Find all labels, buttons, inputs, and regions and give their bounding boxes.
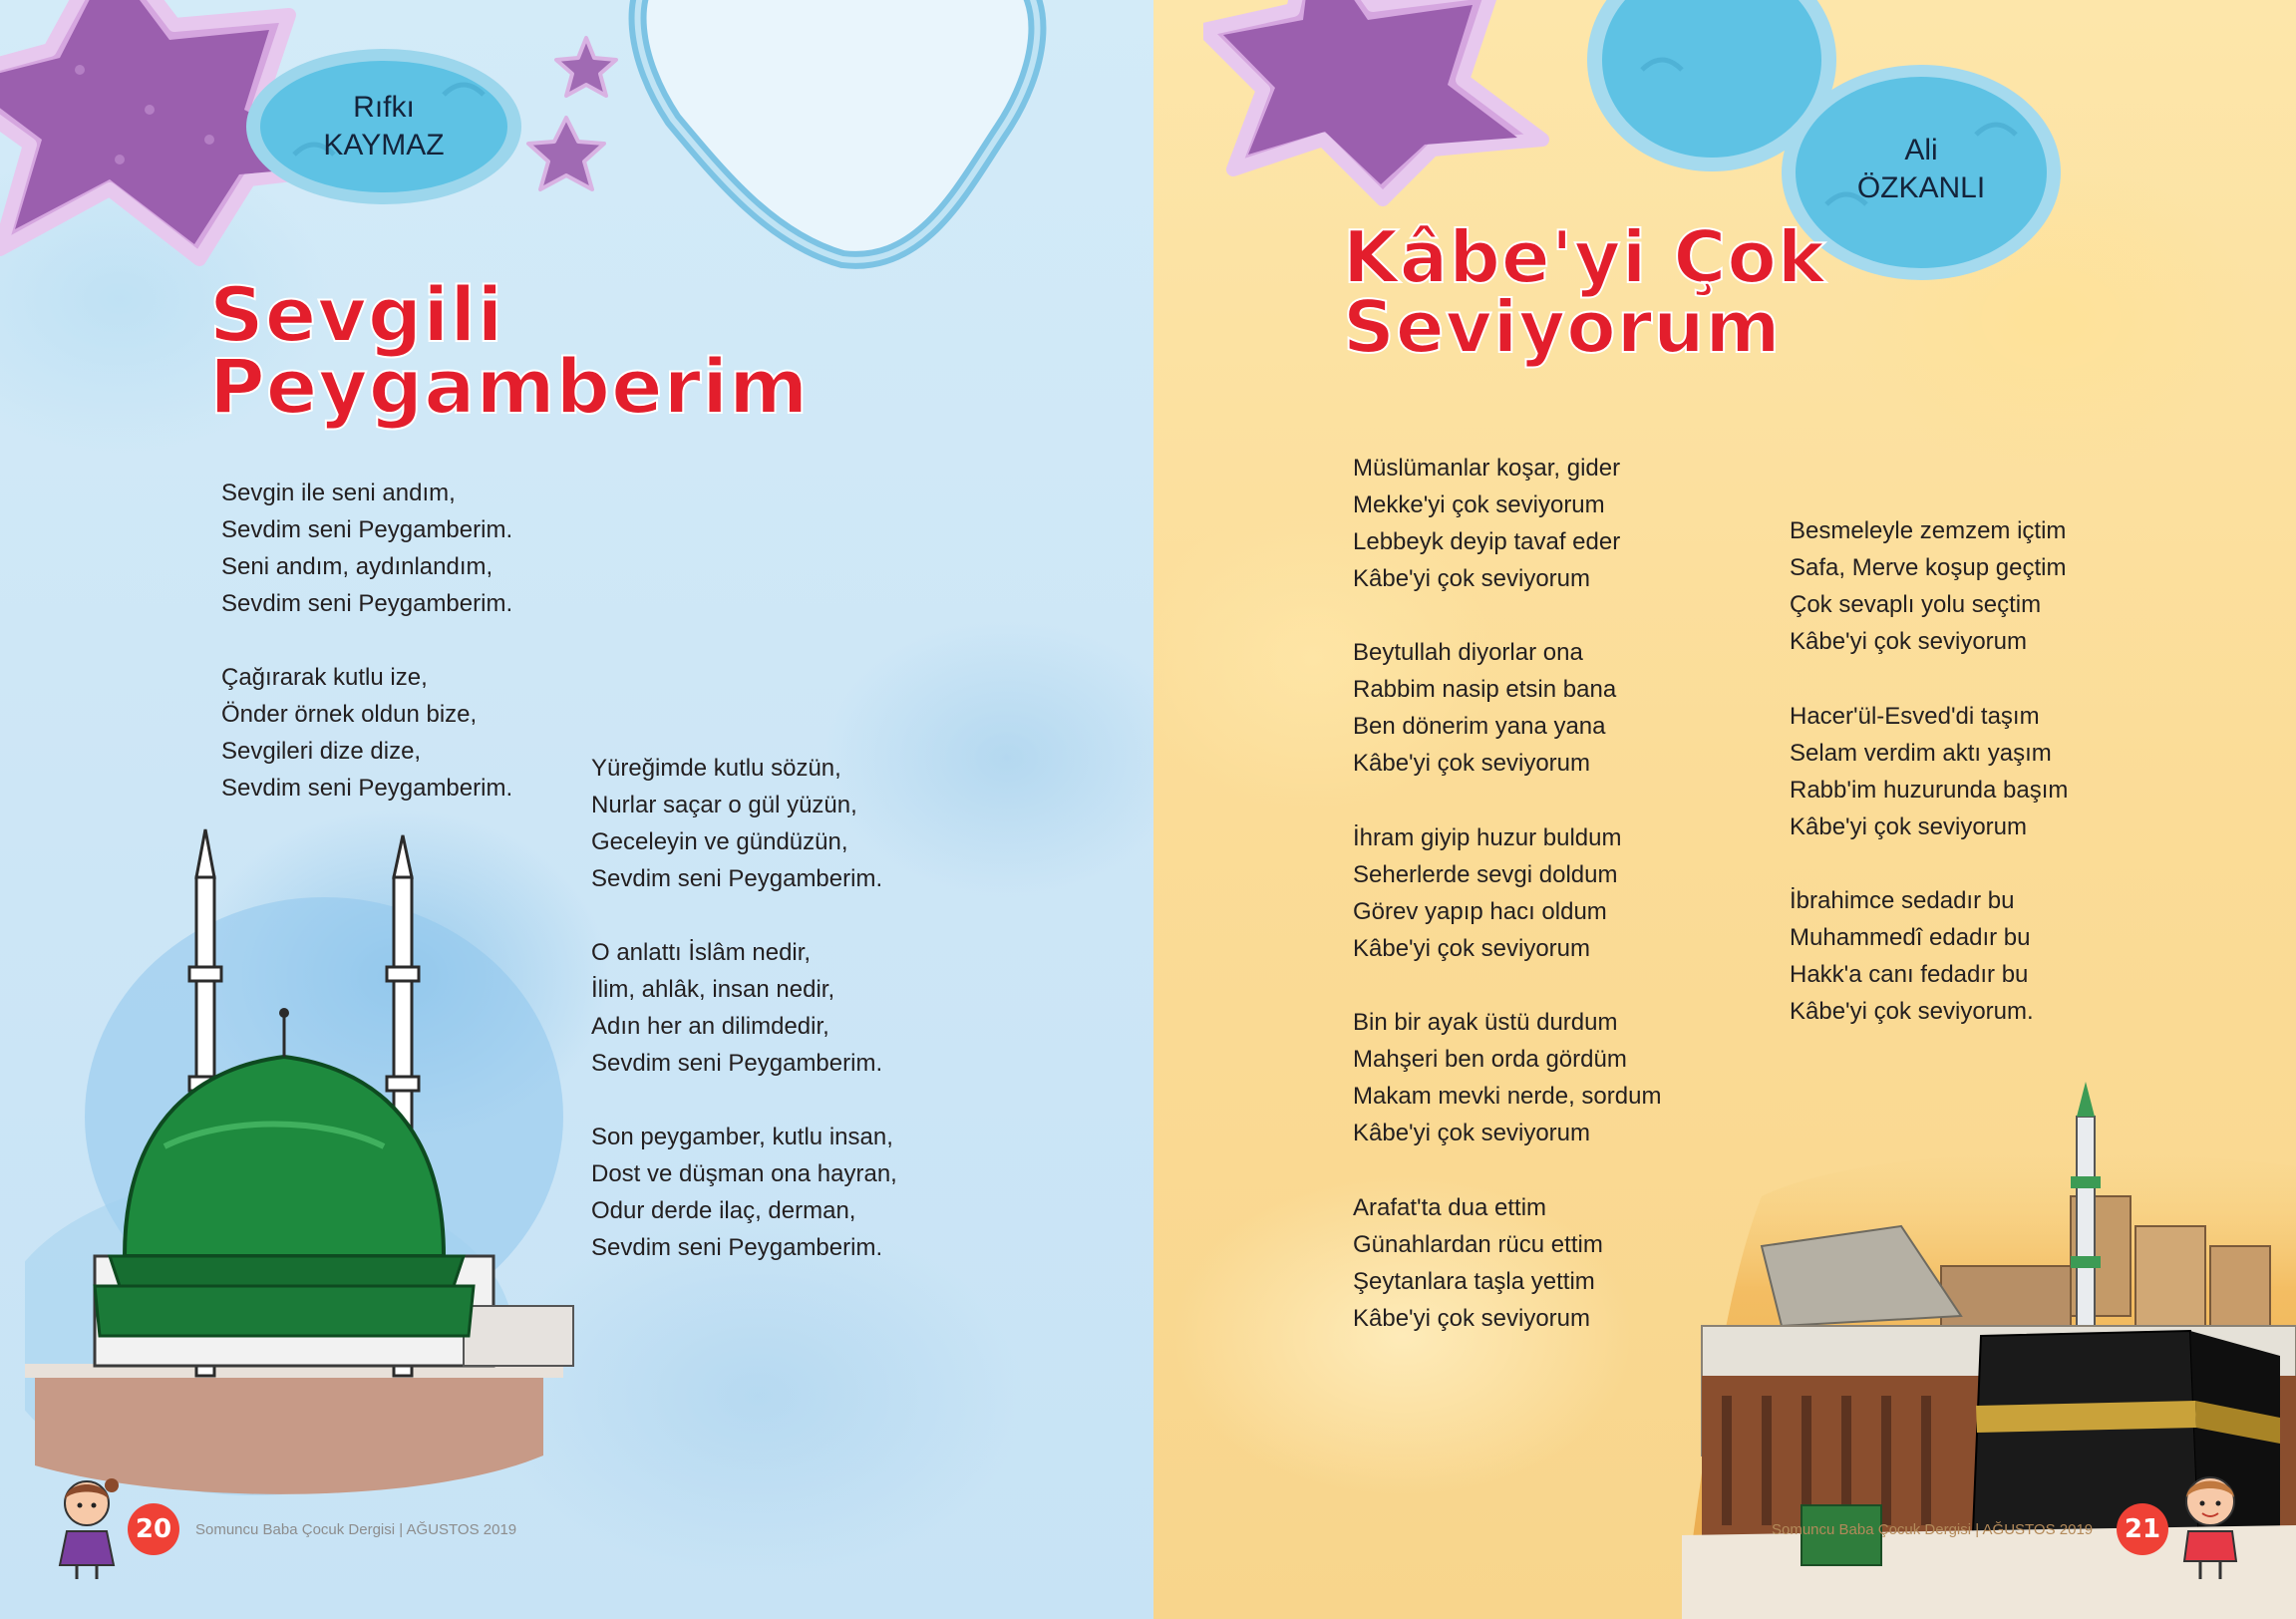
verse-line: Sevdim seni Peygamberim. [591, 1050, 883, 1077]
stanza [591, 934, 882, 1082]
poem-title-line-1: Kâbe'yi Çok [1343, 215, 1826, 299]
verse-line: Odur derde ilaç, derman, [591, 1197, 856, 1224]
verse-line: Yüreğimde kutlu sözün, [591, 755, 841, 782]
verse-line: Çok sevaplı yolu seçtim [1790, 591, 2042, 618]
verse-line: Günahlardan rücu ettim [1353, 1231, 1603, 1258]
verse-line: Hakk'a canı fedadır bu [1790, 961, 2029, 988]
verse-line: Görev yapıp hacı oldum [1353, 898, 1607, 925]
verse-line: Lebbeyk deyip tavaf eder [1353, 528, 1621, 555]
verse-line: Sevdim seni Peygamberim. [221, 775, 513, 802]
verse-line: Muhammedî edadır bu [1790, 924, 2031, 951]
author-last-name: KAYMAZ [323, 129, 445, 162]
verse-line: Kâbe'yi çok seviyorum [1353, 565, 1591, 592]
boy-character-icon [2170, 1469, 2250, 1584]
verse-line: Rabbim nasip etsin bana [1353, 676, 1617, 703]
verse-line: Dost ve düşman ona hayran, [591, 1160, 897, 1187]
stanza [1790, 698, 2068, 845]
footer-issue: AĞUSTOS 2019 [406, 1521, 517, 1538]
right-page [1153, 0, 2296, 1619]
page-number: 20 [128, 1503, 179, 1555]
verse-line: Geceleyin ve gündüzün, [591, 828, 848, 855]
footer-magazine: Somuncu Baba Çocuk Dergisi | [195, 1521, 407, 1538]
verse-line: Besmeleyle zemzem içtim [1790, 517, 2067, 544]
mosque-illustration-icon [25, 817, 583, 1515]
verse-line: Selam verdim aktı yaşım [1790, 740, 2052, 767]
author-first-name: Rıfkı [353, 90, 415, 124]
verse-line: İlim, ahlâk, insan nedir, [591, 976, 835, 1003]
poem-title [209, 270, 810, 431]
verse-line: Arafat'ta dua ettim [1353, 1194, 1547, 1221]
girl-character-icon [52, 1473, 122, 1583]
verse-line: Ben dönerim yana yana [1353, 713, 1606, 740]
verse-line: Kâbe'yi çok seviyorum. [1790, 998, 2034, 1025]
verse-line: Önder örnek oldun bize, [221, 701, 478, 728]
footer-text [195, 1521, 516, 1538]
poem-title-line-2: Peygamberim [209, 342, 810, 431]
verse-line: Sevgin ile seni andım, [221, 480, 456, 506]
verse-line: Mekke'yi çok seviyorum [1353, 491, 1605, 518]
verse-line: Hacer'ül-Esved'di taşım [1790, 703, 2040, 730]
stanza [591, 1119, 897, 1266]
verse-line: Makam mevki nerde, sordum [1353, 1083, 1662, 1110]
verse-line: Müslümanlar koşar, gider [1353, 455, 1621, 482]
verse-line: O anlattı İslâm nedir, [591, 939, 812, 966]
verse-line: Çağırarak kutlu ize, [221, 664, 428, 691]
verse-line: Rabb'im huzurunda başım [1790, 777, 2069, 804]
poem-title [1343, 215, 1826, 369]
verse-line: Seni andım, aydınlandım, [221, 553, 493, 580]
verse-line: Sevdim seni Peygamberim. [221, 590, 513, 617]
verse-line: Sevdim seni Peygamberim. [221, 516, 513, 543]
verse-line: İbrahimce sedadır bu [1790, 887, 2015, 914]
small-star-icon [518, 30, 628, 199]
verse-line: Kâbe'yi çok seviyorum [1353, 750, 1591, 777]
verse-line: Adın her an dilimdedir, [591, 1013, 829, 1040]
stanza [1353, 1004, 1661, 1151]
verse-line: Sevdim seni Peygamberim. [591, 1234, 883, 1261]
stanza [1790, 882, 2034, 1030]
footer-text [1772, 1521, 2093, 1538]
verse-line: Kâbe'yi çok seviyorum [1790, 813, 2028, 840]
verse-line: Sevdim seni Peygamberim. [591, 865, 883, 892]
blue-frame-decoration [623, 0, 1052, 279]
stanza [1790, 512, 2066, 660]
author-bubble [234, 35, 533, 214]
verse-line: Kâbe'yi çok seviyorum [1353, 1120, 1591, 1146]
verse-line: Kâbe'yi çok seviyorum [1353, 935, 1591, 962]
verse-line: İhram giyip huzur buldum [1353, 824, 1622, 851]
stanza [1353, 819, 1621, 967]
poem-title-line-2: Seviyorum [1343, 285, 1782, 369]
stanza [1353, 1189, 1603, 1337]
stanza [221, 475, 512, 622]
verse-line: Sevgileri dize dize, [221, 738, 422, 765]
stanza [1353, 634, 1616, 782]
verse-line: Nurlar saçar o gül yüzün, [591, 792, 857, 818]
verse-line: Şeytanlara taşla yettim [1353, 1268, 1595, 1295]
verse-line: Seherlerde sevgi doldum [1353, 861, 1618, 888]
verse-line: Mahşeri ben orda gördüm [1353, 1046, 1627, 1073]
verse-line: Safa, Merve koşup geçtim [1790, 554, 2067, 581]
footer-issue: AĞUSTOS 2019 [1982, 1521, 2094, 1538]
verse-line: Bin bir ayak üstü durdum [1353, 1009, 1618, 1036]
verse-line: Beytullah diyorlar ona [1353, 639, 1583, 666]
poem-title-line-1: Sevgili [209, 270, 504, 359]
stanza [591, 750, 882, 897]
author-last-name: ÖZKANLI [1856, 171, 1986, 204]
verse-line: Son peygamber, kutlu insan, [591, 1124, 893, 1150]
author-first-name: Ali [1904, 133, 1938, 166]
stanza [221, 659, 512, 807]
footer-magazine: Somuncu Baba Çocuk Dergisi | [1772, 1521, 1983, 1538]
page-number: 21 [2117, 1503, 2168, 1555]
verse-line: Kâbe'yi çok seviyorum [1353, 1305, 1591, 1332]
verse-line: Kâbe'yi çok seviyorum [1790, 628, 2028, 655]
stanza [1353, 450, 1620, 597]
